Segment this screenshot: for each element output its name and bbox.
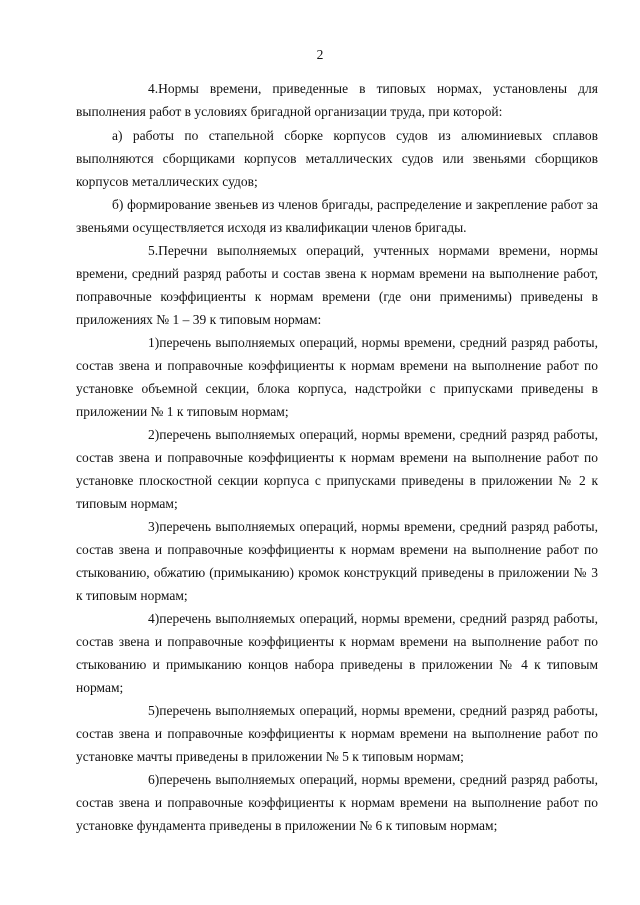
list-item-6 [76, 768, 598, 837]
list-item-number: 1) [148, 335, 160, 350]
list-item-5 [76, 699, 598, 768]
paragraph-5 [76, 239, 598, 331]
paragraph-4 [76, 77, 598, 123]
list-item-text: перечень выполняемых операций, нормы времени, средний разряд работы, состав звена и поправочные коэффициенты к нормам времени на выполнение работ по установке фундамента приведены в приложении № 6 к типовым нормам; [76, 772, 598, 833]
list-item-number: 5) [148, 703, 160, 718]
list-item-number: 3) [148, 519, 160, 534]
paragraph-text: б) формирование звеньев из членов бригады, распределение и закрепление работ за звеньями осуществляется исходя из квалификации членов бригады. [76, 197, 598, 235]
list-item-text: перечень выполняемых операций, нормы времени, средний разряд работы, состав звена и поправочные коэффициенты к нормам времени на выполнение работ по стыкованию и примыканию концов набора приведены в приложении № 4 к типовым нормам; [76, 611, 598, 695]
paragraph-text: Нормы времени, приведенные в типовых нормах, установлены для выполнения работ в условиях бригадной организации труда, при которой: [76, 81, 598, 119]
list-item-number: 6) [148, 772, 160, 787]
paragraph-text: а) работы по стапельной сборке корпусов судов из алюминиевых сплавов выполняются сборщиками корпусов металлических судов или звеньями сборщиков корпусов металлических судов; [76, 128, 598, 189]
list-item-4 [76, 607, 598, 699]
list-item-text: перечень выполняемых операций, нормы времени, средний разряд работы, состав звена и поправочные коэффициенты к нормам времени на выполнение работ по стыкованию, обжатию (примыканию) кромок конструкций приведены в приложении № 3 к типовым нормам; [76, 519, 598, 603]
list-item-text: перечень выполняемых операций, нормы времени, средний разряд работы, состав звена и поправочные коэффициенты к нормам времени на выполнение работ по установке плоскостной секции корпуса с припусками приведены в приложении № 2 к типовым нормам; [76, 427, 598, 511]
list-item-3 [76, 515, 598, 607]
list-item-number: 2) [148, 427, 160, 442]
paragraph-4b [76, 193, 598, 239]
list-item-text: перечень выполняемых операций, нормы времени, средний разряд работы, состав звена и поправочные коэффициенты к нормам времени на выполнение работ по установке объемной секции, блока корпуса, надстройки с припусками приведены в приложении № 1 к типовым нормам; [76, 335, 598, 419]
paragraph-number: 5. [148, 243, 159, 258]
list-item-2 [76, 423, 598, 515]
page-number: 2 [316, 47, 324, 62]
paragraph-4a [76, 124, 598, 193]
list-item-text: перечень выполняемых операций, нормы времени, средний разряд работы, состав звена и поправочные коэффициенты к нормам времени на выполнение работ по установке мачты приведены в приложении № 5 к типовым нормам; [76, 703, 598, 764]
list-item-number: 4) [148, 611, 160, 626]
list-item-1 [76, 331, 598, 423]
paragraph-text: Перечни выполняемых операций, учтенных нормами времени, нормы времени, средний разряд работы и состав звена к нормам времени на выполнение работ, поправочные коэффициенты к нормам времени (где они применимы) приведены в приложениях № 1 – 39 к типовым нормам: [76, 243, 598, 327]
paragraph-number: 4. [148, 81, 159, 96]
